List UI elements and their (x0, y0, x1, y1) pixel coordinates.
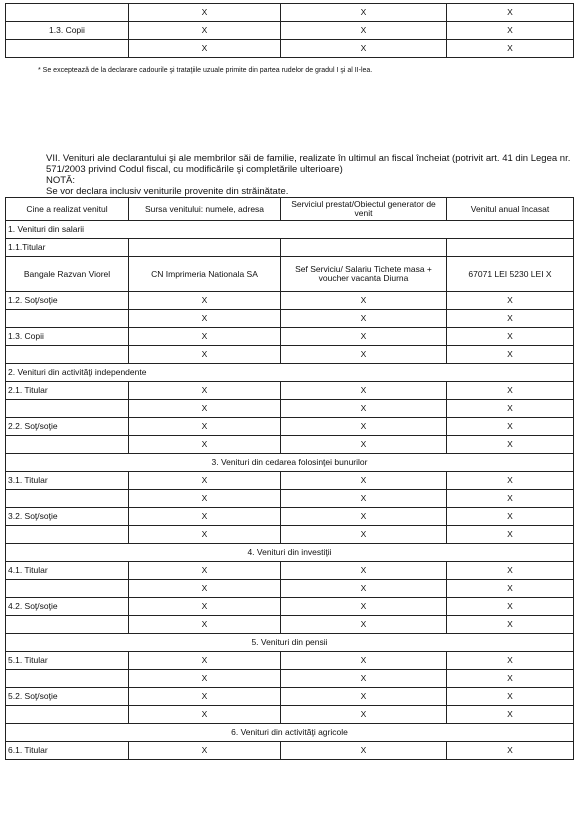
section-heading: 1. Venituri din salarii (6, 221, 574, 239)
income-source-cell: X (129, 328, 281, 346)
income-earner-cell: 2.2. Soţ/soţie (6, 418, 129, 436)
income-earner-cell (6, 670, 129, 688)
annual-income-cell: X (447, 436, 574, 454)
service-cell: X (281, 652, 447, 670)
section-heading: 3. Venituri din cedarea folosinţei bunurilor (6, 454, 574, 472)
value-cell: X (281, 40, 447, 58)
value-cell: X (129, 40, 281, 58)
income-earner-cell: 5.1. Titular (6, 652, 129, 670)
income-source-cell: X (129, 706, 281, 724)
service-cell: X (281, 508, 447, 526)
subsection-label-row (6, 239, 574, 257)
service-cell: X (281, 742, 447, 760)
income-earner-cell: Bangale Razvan Viorel (6, 257, 129, 292)
service-cell: X (281, 292, 447, 310)
section-heading: 4. Venituri din investiţii (6, 544, 574, 562)
row-label-cell (6, 4, 129, 22)
value-cell: X (129, 4, 281, 22)
income-source-cell: X (129, 436, 281, 454)
header-cell: Serviciul prestat/Obiectul generator de venit (281, 198, 447, 221)
service-cell: X (281, 598, 447, 616)
empty-cell (281, 239, 447, 257)
section-heading: 2. Venituri din activităţi independente (6, 364, 574, 382)
annual-income-cell: X (447, 508, 574, 526)
income-source-cell: X (129, 616, 281, 634)
income-earner-cell: 5.2. Soţ/soţie (6, 688, 129, 706)
income-earner-cell: 3.2. Soţ/soţie (6, 508, 129, 526)
section-heading-row (6, 454, 574, 472)
empty-cell (129, 239, 281, 257)
table-row (6, 562, 574, 580)
income-source-cell: X (129, 310, 281, 328)
income-source-cell: X (129, 688, 281, 706)
service-cell: X (281, 310, 447, 328)
table-row (6, 292, 574, 310)
header-cell: Venitul anual încasat (447, 198, 574, 221)
service-cell: X (281, 616, 447, 634)
section-heading-row (6, 724, 574, 742)
income-earner-cell: 4.1. Titular (6, 562, 129, 580)
income-earner-cell (6, 436, 129, 454)
annual-income-cell: X (447, 490, 574, 508)
header-cell: Sursa venitului: numele, adresa (129, 198, 281, 221)
income-source-cell: X (129, 292, 281, 310)
table-row (6, 310, 574, 328)
table-row (6, 328, 574, 346)
income-source-cell: X (129, 652, 281, 670)
annual-income-cell: X (447, 418, 574, 436)
footnote: * Se exceptează de la declarare cadourile şi trataţiile uzuale primite din partea rudelor de gradul I şi al II-lea. (38, 67, 373, 74)
service-cell: X (281, 346, 447, 364)
table-row (6, 400, 574, 418)
income-earner-cell: 2.1. Titular (6, 382, 129, 400)
value-cell: X (281, 22, 447, 40)
section-intro: VII. Venituri ale declarantului şi ale membrilor săi de familie, realizate în ultimul an fiscal încheiat (potrivit art. 41 din Legea nr. 571/2003 privind Codul fiscal, cu modificările şi completările ulterioare) (46, 153, 571, 175)
table-row (6, 598, 574, 616)
income-earner-cell (6, 706, 129, 724)
income-earner-cell (6, 580, 129, 598)
income-source-cell: X (129, 580, 281, 598)
annual-income-cell: X (447, 688, 574, 706)
value-cell: X (129, 22, 281, 40)
income-source-cell: X (129, 670, 281, 688)
table-row (6, 706, 574, 724)
annual-income-cell: X (447, 670, 574, 688)
annual-income-cell: X (447, 328, 574, 346)
annual-income-cell: X (447, 472, 574, 490)
income-source-cell: X (129, 562, 281, 580)
table-row (6, 580, 574, 598)
annual-income-cell: X (447, 292, 574, 310)
previous-section-table (5, 3, 574, 58)
income-earner-cell: 1.3. Copii (6, 328, 129, 346)
service-cell: X (281, 688, 447, 706)
income-earner-cell (6, 400, 129, 418)
nota-text: Se vor declara inclusiv veniturile provenite din străinătate. (46, 186, 289, 197)
service-cell: X (281, 490, 447, 508)
income-source-cell: X (129, 472, 281, 490)
income-source-cell: X (129, 742, 281, 760)
service-cell: X (281, 670, 447, 688)
income-earner-cell (6, 346, 129, 364)
row-label-cell (6, 40, 129, 58)
income-source-cell: X (129, 598, 281, 616)
table-row (6, 508, 574, 526)
income-earner-cell: 3.1. Titular (6, 472, 129, 490)
income-source-cell: X (129, 418, 281, 436)
table-row (6, 436, 574, 454)
income-source-cell: X (129, 508, 281, 526)
annual-income-cell: X (447, 310, 574, 328)
value-cell: X (281, 4, 447, 22)
income-earner-cell (6, 526, 129, 544)
table-row (6, 688, 574, 706)
table-row (6, 526, 574, 544)
income-earner-cell (6, 490, 129, 508)
annual-income-cell: X (447, 382, 574, 400)
empty-cell (447, 239, 574, 257)
service-cell: X (281, 526, 447, 544)
row-label-cell: 1.3. Copii (6, 22, 129, 40)
table-row (6, 4, 574, 22)
previous-section-body (6, 4, 574, 58)
annual-income-cell: X (447, 652, 574, 670)
annual-income-cell: X (447, 346, 574, 364)
section-heading-row (6, 364, 574, 382)
section-heading-row (6, 221, 574, 239)
value-cell: X (447, 22, 574, 40)
subsection-label: 1.1.Titular (6, 239, 129, 257)
income-source-cell: X (129, 490, 281, 508)
table-row (6, 418, 574, 436)
income-earner-cell: 4.2. Soţ/soţie (6, 598, 129, 616)
income-earner-cell: 6.1. Titular (6, 742, 129, 760)
income-source-cell: X (129, 526, 281, 544)
table-row (6, 490, 574, 508)
income-source-cell: CN Imprimeria Nationala SA (129, 257, 281, 292)
section-heading: 6. Venituri din activităţi agricole (6, 724, 574, 742)
income-source-cell: X (129, 400, 281, 418)
income-source-cell: X (129, 346, 281, 364)
service-cell: X (281, 706, 447, 724)
service-cell: X (281, 418, 447, 436)
service-cell: X (281, 436, 447, 454)
annual-income-cell: X (447, 580, 574, 598)
income-table-body (6, 198, 574, 760)
table-row (6, 652, 574, 670)
table-row (6, 670, 574, 688)
value-cell: X (447, 40, 574, 58)
table-row (6, 346, 574, 364)
table-header-row (6, 198, 574, 221)
service-cell: X (281, 328, 447, 346)
annual-income-cell: X (447, 616, 574, 634)
service-cell: X (281, 472, 447, 490)
income-earner-cell (6, 310, 129, 328)
income-earner-cell (6, 616, 129, 634)
section-heading-row (6, 544, 574, 562)
annual-income-cell: X (447, 526, 574, 544)
service-cell: X (281, 382, 447, 400)
service-cell: Sef Serviciu/ Salariu Tichete masa + voucher vacanta Diurna (281, 257, 447, 292)
header-cell: Cine a realizat venitul (6, 198, 129, 221)
annual-income-cell: X (447, 400, 574, 418)
table-row (6, 40, 574, 58)
service-cell: X (281, 562, 447, 580)
table-row (6, 257, 574, 292)
income-table (5, 197, 574, 760)
income-earner-cell: 1.2. Soţ/soţie (6, 292, 129, 310)
table-row (6, 616, 574, 634)
annual-income-cell: X (447, 598, 574, 616)
table-row (6, 472, 574, 490)
annual-income-cell: X (447, 562, 574, 580)
section-heading: 5. Venituri din pensii (6, 634, 574, 652)
table-row (6, 22, 574, 40)
table-row (6, 742, 574, 760)
income-source-cell: X (129, 382, 281, 400)
annual-income-cell: X (447, 742, 574, 760)
service-cell: X (281, 400, 447, 418)
value-cell: X (447, 4, 574, 22)
section-heading-row (6, 634, 574, 652)
annual-income-cell: X (447, 706, 574, 724)
nota-label: NOTĂ: (46, 175, 76, 186)
annual-income-cell: 67071 LEI 5230 LEI X (447, 257, 574, 292)
table-row (6, 382, 574, 400)
service-cell: X (281, 580, 447, 598)
